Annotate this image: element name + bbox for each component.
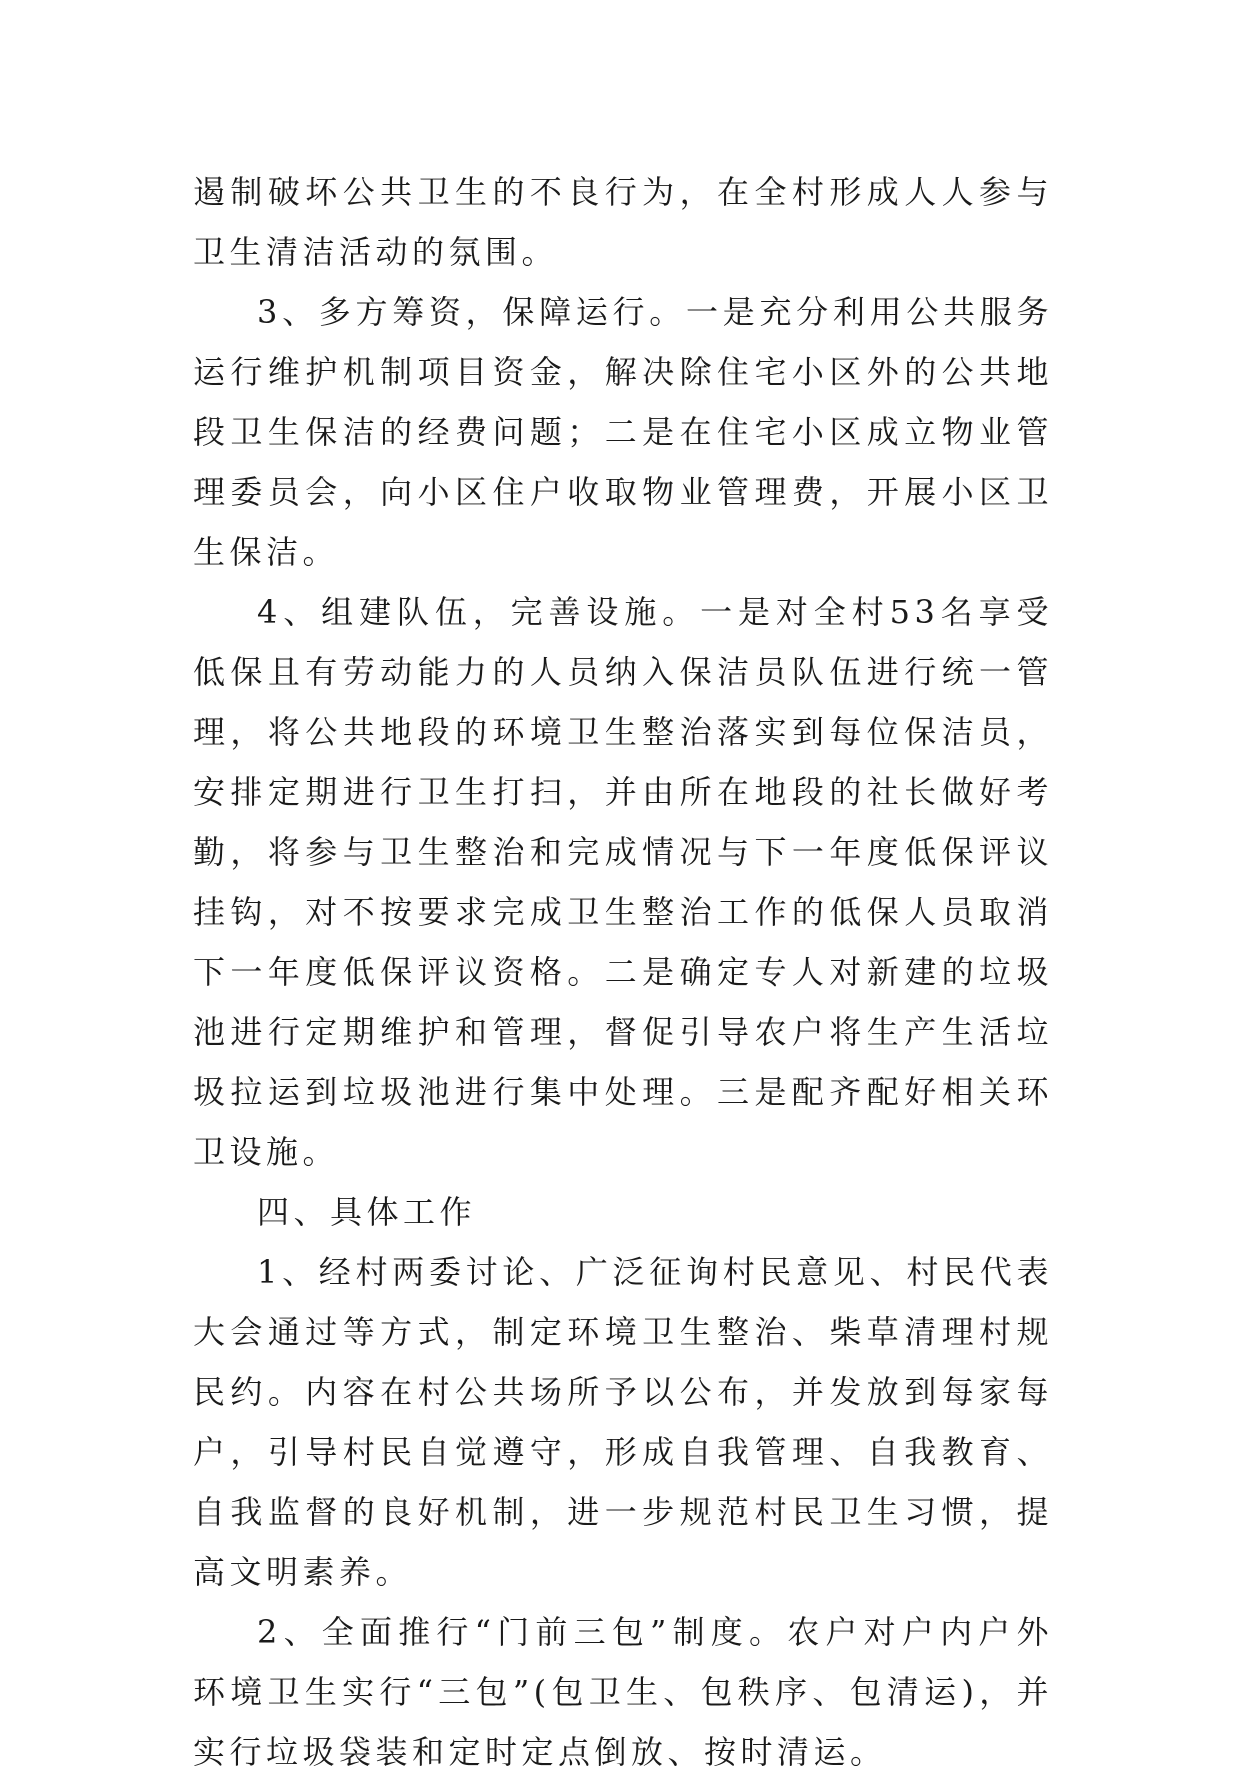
paragraph-fundraising: 3、多方筹资，保障运行。一是充分利用公共服务运行维护机制项目资金，解决除住宅小区外的公共地段卫生保洁的经费问题；二是在住宅小区成立物业管理委员会，向小区住户收取物业管理费，开展小区卫生保洁。: [193, 293, 1053, 571]
section-heading-specific-work: 四、具体工作: [257, 1193, 477, 1231]
paragraph-three-guarantees: 2、全面推行“门前三包”制度。农户对户内户外环境卫生实行“三包”(包卫生、包秩序、包清运)，并实行垃圾袋装和定时定点倒放、按时清运。: [193, 1613, 1053, 1771]
paragraph-continuation: 遏制破坏公共卫生的不良行为，在全村形成人人参与卫生清洁活动的氛围。: [193, 173, 1053, 271]
paragraph-team-facilities: 4、组建队伍，完善设施。一是对全村53名享受低保且有劳动能力的人员纳入保洁员队伍进行统一管理，将公共地段的环境卫生整治落实到每位保洁员，安排定期进行卫生打扫，并由所在地段的社长做好考勤，将参与卫生整治和完成情况与下一年度低保评议挂钩，对不按要求完成卫生整治工作的低保人员取消下一年度低保评议资格。二是确定专人对新建的垃圾池进行定期维护和管理，督促引导农户将生产生活垃圾拉运到垃圾池进行集中处理。三是配齐配好相关环卫设施。: [193, 593, 1053, 1171]
paragraph-village-rules: 1、经村两委讨论、广泛征询村民意见、村民代表大会通过等方式，制定环境卫生整治、柴草清理村规民约。内容在村公共场所予以公布，并发放到每家每户，引导村民自觉遵守，形成自我管理、自我教育、自我监督的良好机制，进一步规范村民卫生习惯，提高文明素养。: [193, 1253, 1053, 1591]
document-body: [193, 162, 1053, 1782]
